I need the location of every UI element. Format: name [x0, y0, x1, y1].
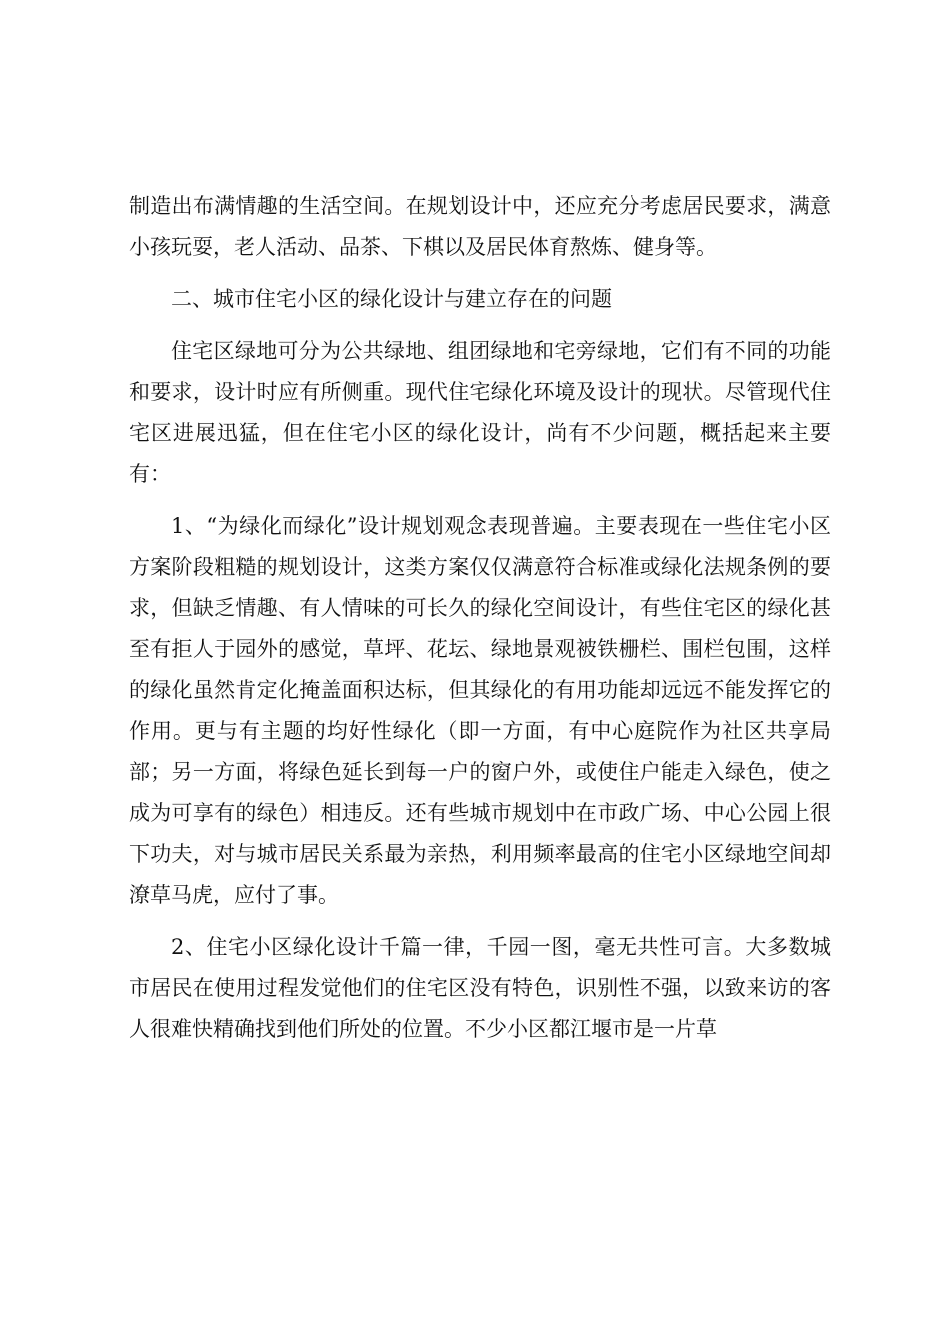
paragraph-intro: 住宅区绿地可分为公共绿地、组团绿地和宅旁绿地，它们有不同的功能和要求，设计时应有所侧重。现代住宅绿化环境及设计的现状。尽管现代住宅区进展迅猛，但在住宅小区的绿化设计，尚有不少问题，概括起来主要有： — [129, 339, 831, 486]
section-heading: 二、城市住宅小区的绿化设计与建立存在的问题 — [171, 287, 612, 311]
paragraph-point-1: 1、“为绿化而绿化”设计规划观念表现普遍。主要表现在一些住宅小区方案阶段粗糙的规划设计，这类方案仅仅满意符合标准或绿化法规条例的要求，但缺乏情趣、有人情味的可长久的绿化空间设计，有些住宅区的绿化甚至有拒人于园外的感觉，草坪、花坛、绿地景观被铁栅栏、围栏包围，这样的绿化虽然肯定化掩盖面积达标，但其绿化的有用功能却远远不能发挥它的作用。更与有主题的均好性绿化（即一方面，有中心庭院作为社区共享局部；另一方面，将绿色延长到每一户的窗户外，或使住户能走入绿色，使之成为可享有的绿色）相违反。还有些城市规划中在市政广场、中心公园上很下功夫，对与城市居民关系最为亲热，利用频率最高的住宅小区绿地空间却潦草马虎，应付了事。 — [129, 514, 831, 907]
paragraph-point-2: 2、住宅小区绿化设计千篇一律，千园一图，毫无共性可言。大多数城市居民在使用过程发觉他们的住宅区没有特色，识别性不强，以致来访的客人很难快精确找到他们所处的位置。不少小区都江堰市是一片草 — [129, 935, 831, 1041]
document-page — [129, 186, 831, 1050]
paragraph-continuation: 制造出布满情趣的生活空间。在规划设计中，还应充分考虑居民要求，满意小孩玩耍，老人活动、品茶、下棋以及居民体育熬炼、健身等。 — [129, 194, 831, 259]
